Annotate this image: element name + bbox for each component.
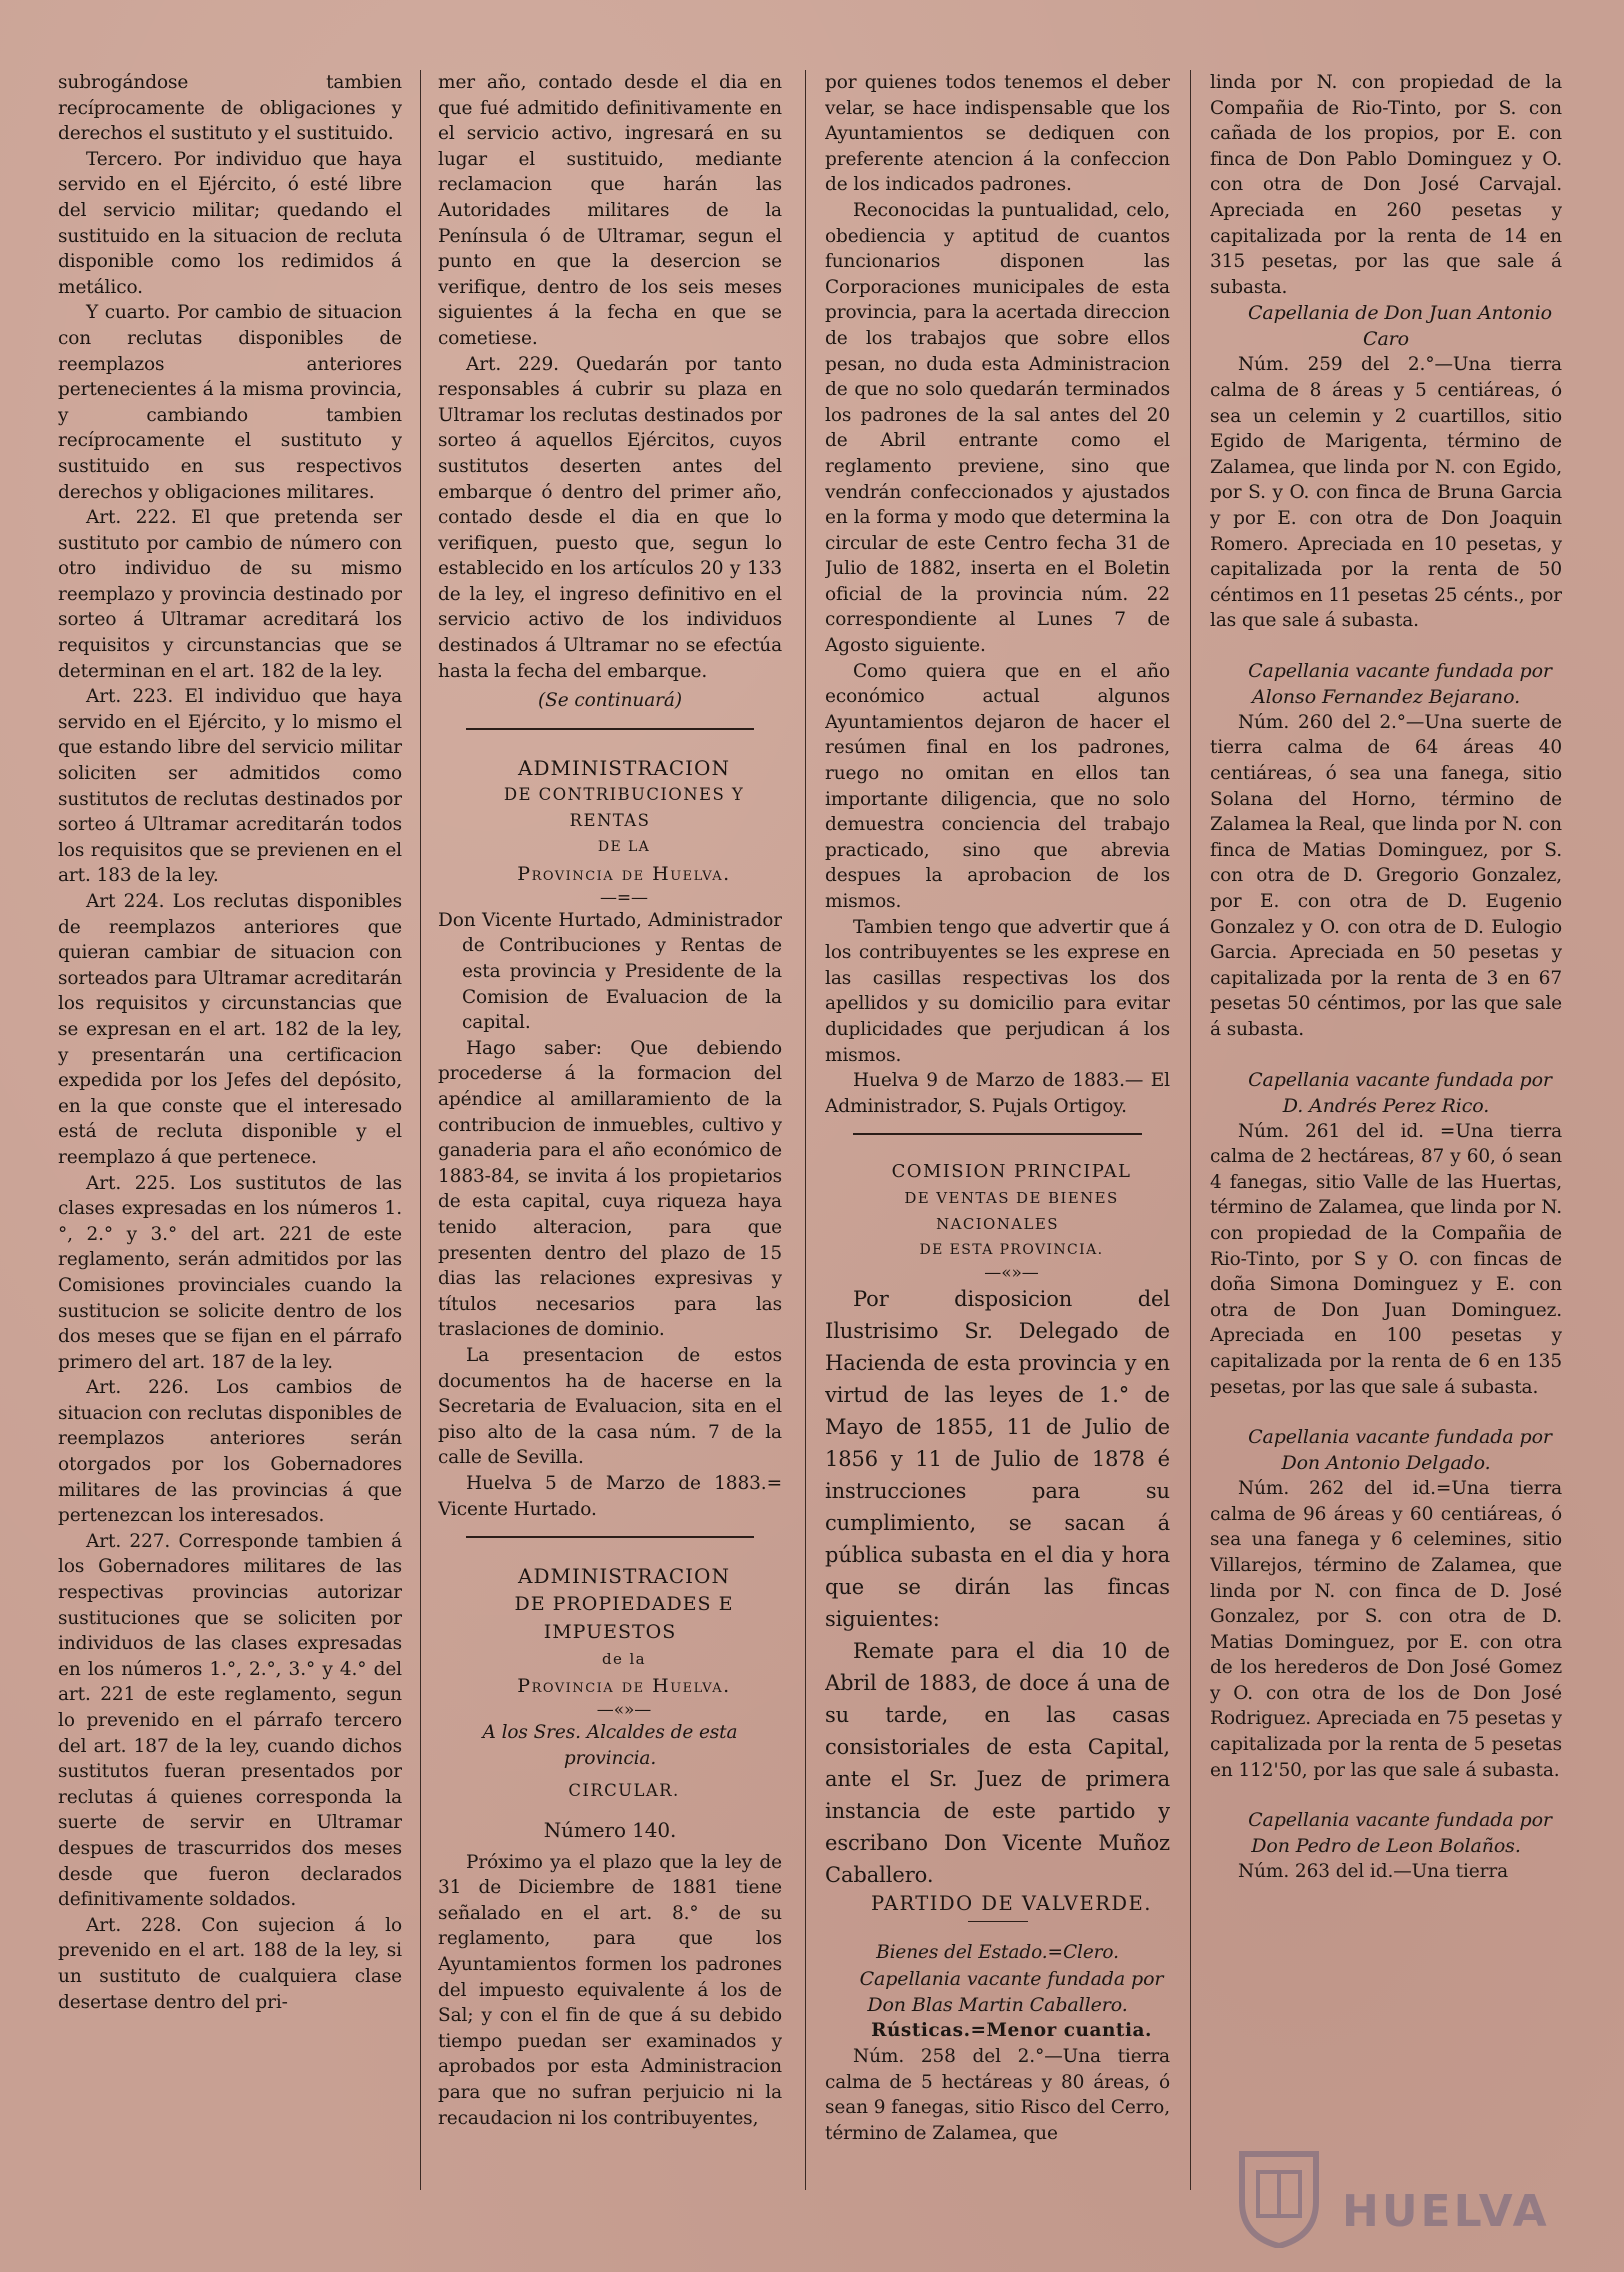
- paragraph: Remate para el dia 10 de Abril de 1883, de doce á una de su tarde, en las casas consistoriales de esta Capital, ante el Sr. Juez de primera instancia de este partido y escribano Don Vicente Muñoz Caballero.: [825, 1639, 1170, 1888]
- addressee: A los Sres. Alcaldes de esta provincia.: [482, 1722, 738, 1770]
- partido-heading: PARTIDO DE VALVERDE.: [871, 1892, 1152, 1916]
- circular-label: CIRCULAR.: [568, 1781, 680, 1801]
- paragraph: Don Vicente Hurtado, Administrador de Contribuciones y Rentas de esta provincia y Presidente de la Comision de Evaluacion de la capital.: [438, 909, 782, 1034]
- column-4: [1210, 70, 1562, 2220]
- capellania-heading: Capellania de Don Juan Antonio Caro: [1247, 302, 1553, 351]
- short-divider: [968, 1921, 1028, 1922]
- capellania-heading: Capellania vacante fundada por Don Pedro de Leon Bolaños.: [1248, 1809, 1552, 1858]
- ornament: —«»—: [596, 1700, 652, 1721]
- column-3: [825, 70, 1170, 2220]
- article-227: Art. 227. Corresponde tambien á los Gobernadores militares de las respectivas provincias autorizar sustituciones que se soliciten por individuos de las clases expresadas en los números 1.°, 2.°, 3.° y 4.° del art. 221 de este reglamento, segun lo prevenido en el párrafo tercero del art. 187 de la ley, cuando dichos sustitutos fueran presentados por reclutas á quienes corresponda la suerte de servir en Ultramar despues de trascurridos dos meses desde que fueron declarados definitivamente soldados.: [58, 1530, 402, 1911]
- column-rule: [805, 70, 806, 2190]
- signature-line: Huelva 9 de Marzo de 1883.— El Administrador, S. Pujals Ortigoy.: [825, 1070, 1170, 1117]
- article-228: Art. 228. Con sujecion á lo prevenido en el art. 188 de la ley, si un sustituto de cualquiera clase desertase dentro del pri-: [58, 1914, 402, 2013]
- column-2: [438, 70, 782, 2220]
- paragraph: La presentacion de estos documentos ha de hacerse en la Secretaria de Evaluacion, sita en el piso alto de la casa núm. 7 de la calle de Sevilla.: [438, 1344, 782, 1469]
- coat-of-arms-icon: [1234, 2144, 1324, 2248]
- lot-260: Núm. 260 del 2.°—Una suerte de tierra calma de 64 áreas 40 centiáreas, ó sea una fanega, sitio Solana del Horno, término de Zalamea la Real, que linda por N. con finca de Matias Dominguez, por S. con otra de D. Gregorio Gonzalez, por E. con otra de D. Eugenio Gonzalez y O. con otra de D. Eulogio Garcia. Apreciada en 50 pesetas y capitalizada por la renta de 3 en 67 pesetas 50 céntimos, por las que sale á subasta.: [1210, 711, 1562, 1040]
- paragraph: subrogándose tambien recíprocamente de obligaciones y derechos el sustituto y el sustituido.: [58, 72, 402, 145]
- paragraph: por quienes todos tenemos el deber velar, se hace indispensable que los Ayuntamientos se dediquen con preferente atencion á la confeccion de los indicados padrones.: [825, 72, 1170, 196]
- paragraph: linda por N. con propiedad de la Compañia de Rio-Tinto, por S. con cañada de los propios, por E. con finca de Don Pablo Dominguez y O. con otra de Don José Carvajal. Apreciada en 260 pesetas y capitalizada por la renta de 14 en 315 pesetas, por las que sale á subasta.: [1210, 72, 1562, 298]
- paragraph: Tercero. Por individuo que haya servido en el Ejército, ó esté libre del servicio militar; quedando el sustituido en la situacion de recluta disponible como los redimidos á metálico.: [58, 148, 402, 298]
- section-divider: [466, 1536, 754, 1538]
- section-heading: COMISION PRINCIPAL: [891, 1161, 1132, 1183]
- lot-259: Núm. 259 del 2.°—Una tierra calma de 8 áreas y 5 centiáreas, ó sea un celemin y 2 cuartillos, sitio Egido de Marigenta, término de Zalamea, que linda por N. con Egido, por S. y O. con finca de Bruna Garcia y por E. con otra de Don Joaquin Romero. Apreciada en 10 pesetas, y capitalizada por la renta de 50 céntimos en 11 pesetas 25 cénts., por las que sale á subasta.: [1210, 354, 1562, 632]
- lot-263: Núm. 263 del id.—Una tierra: [1238, 1861, 1509, 1883]
- paragraph: Y cuarto. Por cambio de situacion con reclutas disponibles de reemplazos anteriores pertenecientes á la misma provincia, y cambiando tambien recíprocamente el sustituto y sustituido en sus respectivos derechos y obligaciones militares.: [58, 302, 402, 503]
- continued-note: (Se continuará): [538, 690, 682, 712]
- archive-watermark: [1222, 2140, 1562, 2250]
- paragraph: mer año, contado desde el dia en que fué admitido definitivamente en el servicio activo, ingresará en su lugar el sustituido, mediante reclamacion que harán las Autoridades militares de la Península ó de Ultramar, segun el punto en que la desercion se verifique, dentro de los seis meses siguientes á la fecha en que se cometiese.: [438, 72, 782, 349]
- subheading: Rústicas.=Menor cuantia.: [871, 2020, 1152, 2042]
- capellania-heading: Capellania vacante fundada por Alonso Fernandez Bejarano.: [1248, 659, 1552, 708]
- section-heading: DE LA: [597, 838, 651, 855]
- column-rule: [420, 70, 421, 2190]
- watermark-text: HUELVA: [1342, 2186, 1550, 2237]
- capellania-heading: Capellania vacante fundada por Don Blas Martin Caballero.: [859, 1968, 1164, 2017]
- section-heading: de la: [602, 1650, 646, 1669]
- article-223: Art. 223. El individuo que haya servido en el Ejército, y lo mismo el que estando libre del servicio militar soliciten ser admitidos como sustitutos de reclutas destinados por sorteo á Ultramar acreditarán todos los requisitos que se previenen en el art. 183 de la ley.: [58, 686, 402, 887]
- article-224: Art 224. Los reclutas disponibles de reemplazos anteriores que quieran cambiar de situacion con sorteados para Ultramar acreditarán los requisitos y circunstancias que se expresan en el art. 182 de la ley, y presentarán una certificacion expedida por los Jefes del depósito, en la que conste que el interesado está de recluta disponible y el reemplazo á que pertenece.: [58, 891, 402, 1168]
- paragraph: Como quiera que en el año económico actual algunos Ayuntamientos dejaron de hacer el resúmen final en los padrones, ruego no omitan en ellos tan importante diligencia, que no solo demuestra conciencia del trabajo practicado, sino que abrevia despues la aprobacion de los mismos.: [825, 660, 1170, 912]
- section-divider: [853, 1133, 1142, 1135]
- section-heading: DE ESTA PROVINCIA.: [919, 1242, 1104, 1259]
- section-heading: ADMINISTRACION: [518, 755, 730, 780]
- column-1: [58, 70, 402, 2220]
- article-229: Art. 229. Quedarán por tanto responsables á cubrir su plaza en Ultramar los reclutas destinados por sorteo á aquellos Ejércitos, cuyos sustitutos deserten antes del embarque ó dentro del primer año, contado desde el dia en que lo verifiquen, puesto que, segun lo establecido en los artículos 20 y 133 de la ley, el ingreso definitivo en el servicio activo de los individuos destinados á Ultramar no se efectúa hasta la fecha del embarque.: [438, 353, 782, 682]
- capellania-heading: Capellania vacante fundada por D. Andrés Perez Rico.: [1248, 1068, 1552, 1117]
- circular-number: Número 140.: [543, 1818, 677, 1843]
- section-heading: DE VENTAS DE BIENES NACIONALES: [904, 1189, 1119, 1234]
- section-divider: [466, 728, 754, 730]
- lot-258: Núm. 258 del 2.°—Una tierra calma de 5 hectáreas y 80 áreas, ó sean 9 fanegas, sitio Risco del Cerro, término de Zalamea, que: [825, 2045, 1170, 2144]
- article-226: Art. 226. Los cambios de situacion con reclutas disponibles de reemplazos anteriores serán otorgados por los Gobernadores militares de las provincias á que pertenezcan los interesados.: [58, 1377, 402, 1527]
- signature-line: Huelva 5 de Marzo de 1883.= Vicente Hurtado.: [438, 1472, 782, 1520]
- article-222: Art. 222. El que pretenda ser sustituto por cambio de número con otro individuo de su mismo reemplazo y provincia destinado por sorteo á Ultramar acreditará los requisitos y circunstancias que se determinan en el art. 182 de la ley.: [58, 507, 402, 682]
- lot-262: Núm. 262 del id.=Una tierra calma de 96 áreas y 60 centiáreas, ó sea una fanega y 6 celemines, sitio Villarejos, término de Zalamea, que linda por N. con finca de D. José Gonzalez, por S. con otra de D. Matias Dominguez, por E. con otra de los herederos de Don José Gomez y O. con otra de los de Don José Rodriguez. Apreciada en 75 pesetas y capitalizada por la renta de 5 pesetas en 112'50, por las que sale á subasta.: [1210, 1478, 1562, 1781]
- section-heading: Provincia de Huelva.: [517, 862, 731, 885]
- capellania-heading: Capellania vacante fundada por Don Antonio Delgado.: [1248, 1426, 1552, 1475]
- section-heading: Provincia de Huelva.: [517, 1675, 731, 1698]
- lot-261: Núm. 261 del id. =Una tierra calma de 2 hectáreas, 87 y 60, ó sean 4 fanegas, sitio Valle de las Huertas, término de Zalamea, que linda por N. con propiedad de la Compañia de Rio-Tinto, por S y O. con fincas de doña Simona Dominguez y E. con otra de Don Juan Dominguez. Apreciada en 100 pesetas y capitalizada por la renta de 6 en 135 pesetas, por las que sale á subasta.: [1210, 1120, 1562, 1398]
- paragraph: Tambien tengo que advertir que á los contribuyentes se les exprese en las casillas respectivas los dos apellidos y su domicilio para evitar duplicidades que perjudican á los mismos.: [825, 916, 1170, 1066]
- ornament: —«»—: [984, 1263, 1039, 1284]
- paragraph: Por disposicion del Ilustrisimo Sr. Delegado de Hacienda de esta provincia y en virtud de las leyes de 1.° de Mayo de 1855, 11 de Julio de 1856 y 11 de Julio de 1878 é instrucciones para su cumplimiento, se sacan á pública subasta en el dia y hora que se dirán las fincas siguientes:: [825, 1287, 1170, 1632]
- ornament: —=—: [600, 887, 648, 908]
- column-rule: [1190, 70, 1191, 2190]
- section-heading: DE CONTRIBUCIONES Y RENTAS: [503, 784, 745, 830]
- paragraph: Hago saber: Que debiendo procederse á la formacion del apéndice al amillaramiento de la contribucion de inmuebles, cultivo y ganaderia para el año económico de 1883-84, se invita á los propietarios de esta capital, cuya riqueza haya tenido alteracion, para que presenten dentro del plazo de 15 dias las relaciones expresivas y títulos necesarios para las traslaciones de dominio.: [438, 1037, 782, 1341]
- paragraph: Próximo ya el plazo que la ley de 31 de Diciembre de 1881 tiene señalado en el art. 8.° de su reglamento, para que los Ayuntamientos formen los padrones del impuesto equivalente á los de Sal; y con el fin de que á su debido tiempo puedan ser examinados y aprobados por esta Administracion para que no sufran perjuicio ni la recaudacion ni los contribuyentes,: [438, 1851, 782, 2129]
- paragraph: Reconocidas la puntualidad, celo, obediencia y aptitud de cuantos funcionarios disponen las Corporaciones municipales de esta provincia, para la acertada direccion de los trabajos que sobre ellos pesan, no duda esta Administracion de que no solo quedarán terminados los padrones de la sal antes del 20 de Abril entrante como el reglamento previene, sino que vendrán confeccionados y ajustados en la forma y modo que determina la circular de este Centro fecha 31 de Julio de 1882, inserta en el Boletin oficial de la provincia núm. 22 correspondiente al Lunes 7 de Agosto siguiente.: [825, 199, 1170, 657]
- section-heading: DE PROPIEDADES E IMPUESTOS: [514, 1593, 734, 1644]
- section-heading: ADMINISTRACION: [518, 1564, 730, 1589]
- subheading: Bienes del Estado.=Clero.: [876, 1942, 1119, 1964]
- article-225: Art. 225. Los sustitutos de las clases expresadas en los números 1.°, 2.° y 3.° del art. 221 de este reglamento, serán admitidos por las Comisiones provinciales cuando la sustitucion se solicite dentro de los dos meses que se fijan en el párrafo primero del art. 187 de la ley.: [58, 1172, 402, 1373]
